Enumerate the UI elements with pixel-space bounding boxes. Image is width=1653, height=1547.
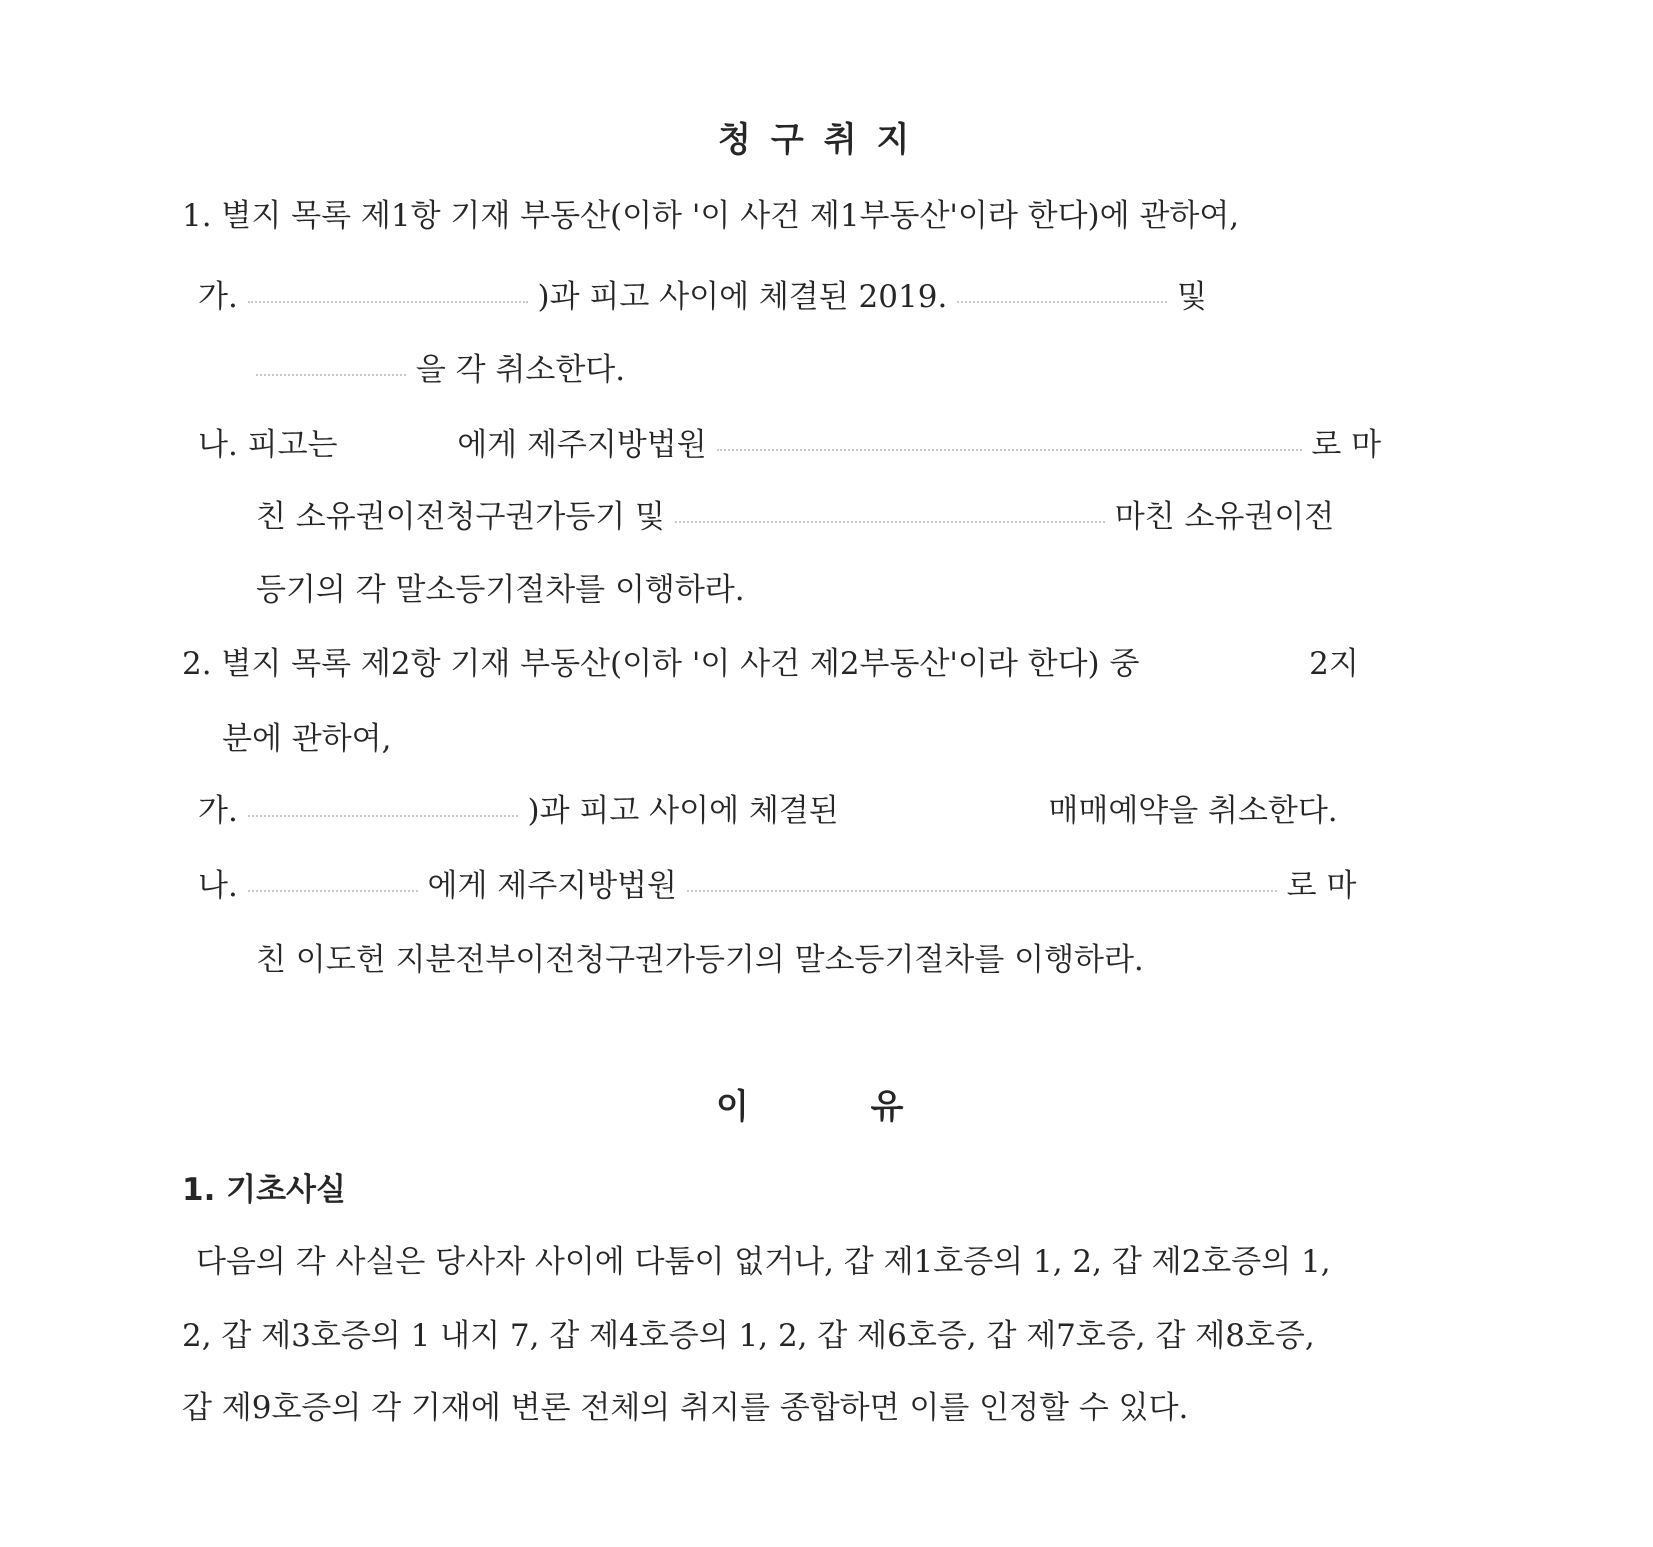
redacted-text — [1149, 663, 1299, 669]
redacted-text — [717, 443, 1302, 451]
redacted-text — [347, 444, 447, 450]
text: 갑 제9호증의 각 기재에 변론 전체의 취지를 종합하면 이를 인정할 수 있다. — [182, 1390, 1189, 1426]
text: 가. — [198, 279, 238, 315]
text: 매매예약을 취소한다. — [1048, 793, 1338, 829]
text: 분에 관하여, — [222, 721, 392, 757]
text: 에게 제주지방법원 — [427, 868, 677, 904]
redacted-text — [248, 295, 528, 303]
claim-2-na-line-2 — [256, 940, 1144, 980]
text: 2. 별지 목록 제2항 기재 부동산(이하 '이 사건 제2부동산'이라 한다) 중 — [182, 646, 1140, 682]
redacted-text — [248, 809, 518, 817]
text: 나. — [198, 868, 238, 904]
redacted-text — [256, 368, 406, 376]
text: 2지 — [1309, 646, 1359, 682]
claim-1-na-line-1 — [198, 425, 1448, 465]
reasons-section-1-title — [182, 1170, 346, 1210]
redacted-text — [248, 884, 418, 892]
claim-1-line-1 — [182, 196, 1322, 236]
claim-2-line-1 — [182, 644, 1442, 684]
text: 로 마 — [1311, 427, 1382, 463]
claim-heading: 청구취지 — [718, 120, 930, 160]
text: 2, 갑 제3호증의 1 내지 7, 갑 제4호증의 1, 2, 갑 제6호증, 갑 제7호증, 갑 제8호증, — [182, 1318, 1315, 1354]
reasons-para-line-2 — [182, 1316, 1315, 1356]
claim-1-ga-line-2 — [256, 350, 625, 390]
text: )과 피고 사이에 체결된 — [527, 793, 839, 829]
reasons-heading: 이 유 — [716, 1087, 904, 1127]
claim-2-na-line-1 — [198, 866, 1448, 906]
text: 등기의 각 말소등기절차를 이행하라. — [256, 572, 745, 608]
claim-2-ga-line-1 — [198, 791, 1448, 831]
text: 에게 제주지방법원 — [457, 427, 707, 463]
redacted-text — [675, 515, 1105, 523]
text: 및 — [1177, 279, 1207, 315]
redacted-text — [687, 884, 1277, 892]
text: )과 피고 사이에 체결된 2019. — [537, 279, 948, 315]
text: 나. 피고는 — [198, 427, 338, 463]
claim-1-ga-line-1 — [198, 277, 1448, 317]
reasons-para-line-3 — [182, 1388, 1188, 1428]
text: 1. 별지 목록 제1항 기재 부동산(이하 '이 사건 제1부동산'이라 한다)에 관하여, — [182, 198, 1240, 234]
redacted-text — [849, 810, 1039, 816]
claim-1-na-line-3 — [256, 570, 745, 610]
text: 친 소유권이전청구권가등기 및 — [256, 499, 666, 535]
text: 로 마 — [1286, 868, 1357, 904]
redacted-text — [957, 295, 1167, 303]
reasons-para-line-1 — [196, 1242, 1331, 1282]
text: 다음의 각 사실은 당사자 사이에 다툼이 없거나, 갑 제1호증의 1, 2, 갑 제2호증의 1, — [196, 1244, 1331, 1280]
text: 가. — [198, 793, 238, 829]
text: 을 각 취소한다. — [415, 352, 626, 388]
text: 1. 기초사실 — [182, 1172, 346, 1208]
text: 마친 소유권이전 — [1114, 499, 1335, 535]
claim-2-line-2 — [222, 719, 391, 759]
text: 친 이도헌 지분전부이전청구권가등기의 말소등기절차를 이행하라. — [256, 942, 1144, 978]
claim-1-na-line-2 — [256, 497, 1456, 537]
